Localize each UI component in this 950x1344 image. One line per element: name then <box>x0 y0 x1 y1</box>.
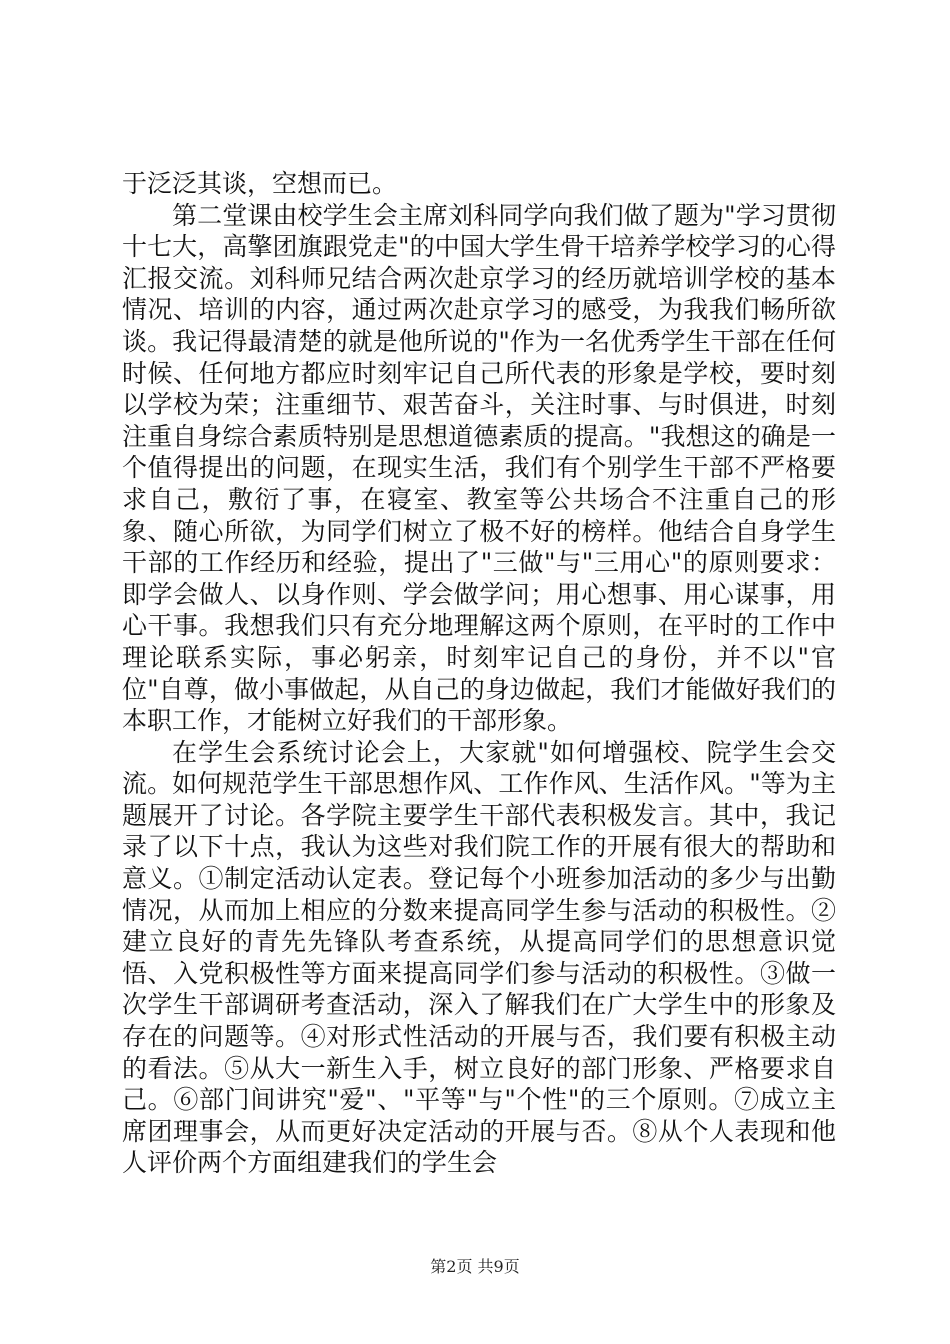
paragraph-continuation: 于泛泛其谈，空想而已。 <box>122 169 398 198</box>
page-footer: 第2页 共9页 <box>430 1257 520 1276</box>
paragraph-discussion-meeting: 在学生会系统讨论会上，大家就"如何增强校、院学生会交流。如何规范学生干部思想作风、工作作风、生活作风。"等为主题展开了讨论。各学院主要学生干部代表积极发言。其中，我记录了以下十点，我认为这些对我们院工作的开展有很大的帮助和意义。①制定活动认定表。登记每个小班参加活动的多少与出勤情况，从而加上相应的分数来提高同学生参与活动的积极性。②建立良好的青先先锋队考查系统，从提高同学们的思想意识觉悟、入党积极性等方面来提高同学们参与活动的积极性。③做一次学生干部调研考查活动，深入了解我们在广大学生中的形象及存在的问题等。④对形式性活动的开展与否，我们要有积极主动的看法。⑤从大一新生入手，树立良好的部门形象、严格要求自己。⑥部门间讲究"爱"、"平等"与"个性"的三个原则。⑦成立主席团理事会，从而更好决定活动的开展与否。⑧从个人表现和他人评价两个方面组建我们的学生会 <box>122 737 836 1178</box>
document-body <box>122 168 836 1179</box>
paragraph-second-lecture: 第二堂课由校学生会主席刘科同学向我们做了题为"学习贯彻十七大，高擎团旗跟党走"的中国大学生骨干培养学校学习的心得汇报交流。刘科师兄结合两次赴京学习的经历就培训学校的基本情况、培训的内容，通过两次赴京学习的感受，为我我们畅所欲谈。我记得最清楚的就是他所说的"作为一名优秀学生干部在任何时候、任何地方都应时刻牢记自己所代表的形象是学校，要时刻以学校为荣；注重细节、艰苦奋斗，关注时事、与时俱进，时刻注重自身综合素质特别是思想道德素质的提高。"我想这的确是一个值得提出的问题，在现实生活，我们有个别学生干部不严格要求自己，敷衍了事，在寝室、教室等公共场合不注重自己的形象、随心所欲，为同学们树立了极不好的榜样。他结合自身学生干部的工作经历和经验，提出了"三做"与"三用心"的原则要求：即学会做人、以身作则、学会做学问；用心想事、用心谋事，用心干事。我想我们只有充分地理解这两个原则，在平时的工作中理论联系实际，事必躬亲，时刻牢记自己的身份，并不以"官位"自尊，做小事做起，从自己的身边做起，我们才能做好我们的本职工作，才能树立好我们的干部形象。 <box>122 200 836 736</box>
